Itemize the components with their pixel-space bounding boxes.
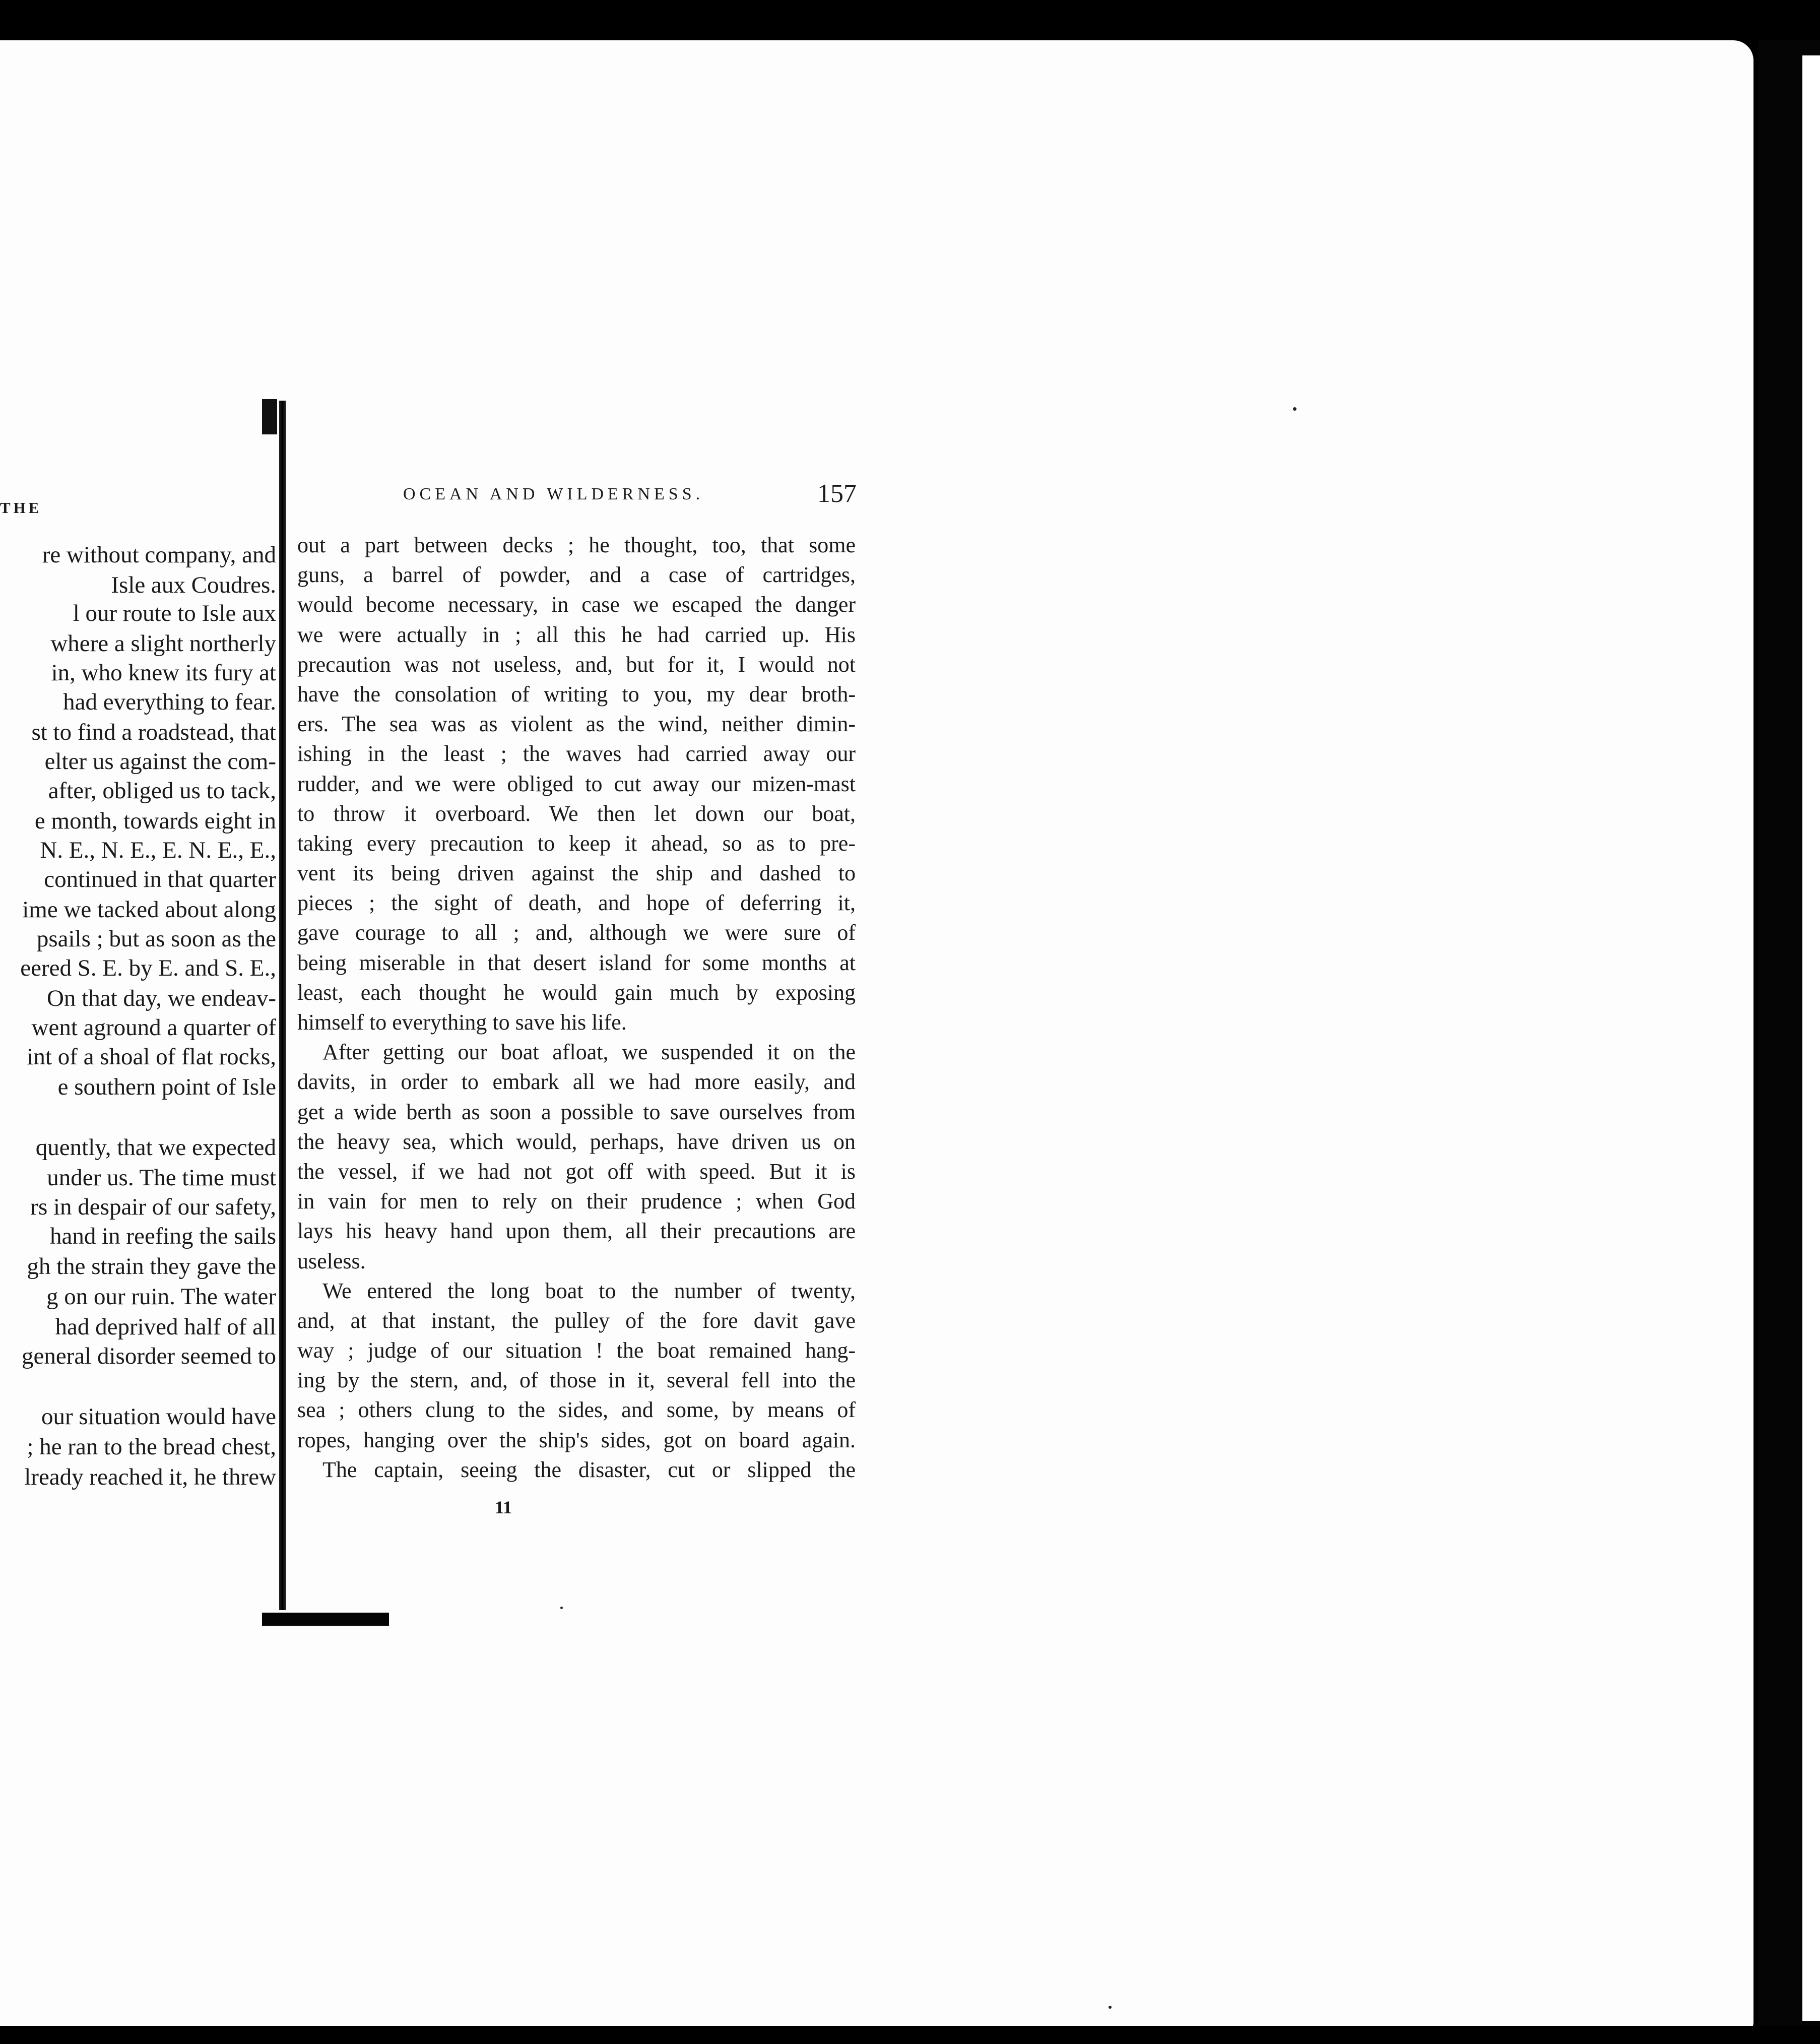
left-page-line: had deprived half of all bbox=[55, 1314, 276, 1340]
left-page-line: N. E., N. E., E. N. E., E., bbox=[40, 837, 276, 863]
left-page-line: general disorder seemed to bbox=[21, 1343, 276, 1369]
text-line: and, at that instant, the pulley of the fore davit gave bbox=[297, 1308, 856, 1333]
left-page-line: quently, that we expected bbox=[35, 1134, 276, 1161]
text-line: vent its being driven against the ship and dashed to bbox=[297, 861, 856, 886]
left-page-line: our situation would have bbox=[41, 1403, 276, 1430]
text-line: We entered the long boat to the number of twenty, bbox=[322, 1278, 856, 1303]
running-head: OCEAN AND WILDERNESS. bbox=[403, 485, 704, 503]
gutter-foot-mark bbox=[262, 1613, 389, 1626]
left-page-line: On that day, we endeav- bbox=[46, 985, 276, 1011]
text-line: in vain for men to rely on their prudence ; when God bbox=[297, 1189, 856, 1214]
left-page-line: continued in that quarter bbox=[44, 866, 276, 892]
text-line: way ; judge of our situation ! the boat remained hang- bbox=[297, 1338, 856, 1363]
left-page-line: in, who knew its fury at bbox=[51, 660, 276, 686]
text-line: The captain, seeing the disaster, cut or slipped the bbox=[322, 1457, 856, 1482]
text-line: the heavy sea, which would, perhaps, have driven us on bbox=[297, 1129, 856, 1154]
text-line: ropes, hanging over the ship's sides, got on board again. bbox=[297, 1427, 856, 1452]
left-page-line: g on our ruin. The water bbox=[46, 1284, 276, 1310]
left-page-line: elter us against the com- bbox=[44, 748, 276, 775]
page-number: 157 bbox=[817, 479, 857, 508]
left-page-line: ; he ran to the bread chest, bbox=[27, 1434, 276, 1460]
left-page-line: went aground a quarter of bbox=[31, 1014, 276, 1041]
text-line: get a wide berth as soon a possible to save ourselves from bbox=[297, 1099, 856, 1124]
speck bbox=[1109, 2006, 1112, 2009]
text-line: After getting our boat afloat, we suspended it on the bbox=[322, 1040, 856, 1065]
left-page-line: Isle aux Coudres. bbox=[111, 572, 276, 598]
left-page-line: int of a shoal of flat rocks, bbox=[27, 1044, 276, 1070]
text-line: least, each thought he would gain much by exposing bbox=[297, 980, 856, 1005]
text-line: davits, in order to embark all we had more easily, and bbox=[297, 1069, 856, 1095]
left-page-line: where a slight northerly bbox=[50, 630, 276, 657]
text-line: pieces ; the sight of death, and hope of deferring it, bbox=[297, 890, 856, 916]
text-line: ers. The sea was as violent as the wind, neither dimin- bbox=[297, 712, 856, 737]
text-line: lays his heavy hand upon them, all their precautions are bbox=[297, 1219, 856, 1244]
text-line: out a part between decks ; he thought, too, that some bbox=[297, 533, 856, 557]
left-page-line: rs in despair of our safety, bbox=[30, 1194, 276, 1220]
text-line: useless. bbox=[297, 1248, 366, 1273]
left-running-head: THE bbox=[0, 499, 42, 517]
left-page-line: e month, towards eight in bbox=[34, 808, 276, 834]
left-page-line: had everything to fear. bbox=[63, 689, 276, 715]
text-line: ing by the stern, and, of those in it, several fell into the bbox=[297, 1368, 856, 1393]
text-line: rudder, and we were obliged to cut away our mizen-mast bbox=[297, 771, 856, 796]
left-page-line: e southern point of Isle bbox=[57, 1074, 276, 1100]
right-edge-strip bbox=[1802, 55, 1820, 2021]
text-line: to throw it overboard. We then let down our boat, bbox=[297, 801, 856, 826]
gutter-line bbox=[279, 401, 286, 1610]
text-line: himself to everything to save his life. bbox=[297, 1010, 627, 1035]
text-line: taking every precaution to keep it ahead, so as to pre- bbox=[297, 831, 856, 856]
left-page-line: ime we tacked about along bbox=[22, 897, 276, 923]
left-page-line: eered S. E. by E. and S. E., bbox=[20, 955, 276, 981]
gutter-top-mark bbox=[262, 399, 277, 434]
left-page-line: gh the strain they gave the bbox=[27, 1253, 276, 1280]
left-page-line: lready reached it, he threw bbox=[24, 1464, 276, 1490]
left-page-line: after, obliged us to tack, bbox=[48, 778, 276, 804]
left-page-fragment bbox=[0, 0, 282, 2044]
left-page-line: l our route to Isle aux bbox=[73, 600, 276, 626]
speck bbox=[560, 1607, 563, 1609]
text-line: sea ; others clung to the sides, and some, by means of bbox=[297, 1397, 856, 1423]
speck bbox=[1293, 407, 1296, 411]
text-line: gave courage to all ; and, although we were sure of bbox=[297, 920, 856, 945]
text-line: the vessel, if we had not got off with speed. But it is bbox=[297, 1159, 856, 1184]
signature-mark: 11 bbox=[495, 1497, 512, 1517]
left-page-line: st to find a roadstead, that bbox=[31, 719, 276, 745]
left-page-line: psails ; but as soon as the bbox=[36, 926, 276, 952]
page-body-text bbox=[297, 530, 856, 1485]
text-line: guns, a barrel of powder, and a case of cartridges, bbox=[297, 562, 856, 588]
text-line: precaution was not useless, and, but for it, I would not bbox=[297, 652, 856, 677]
text-line: ishing in the least ; the waves had carried away our bbox=[297, 741, 856, 766]
text-line: being miserable in that desert island for some months at bbox=[297, 950, 856, 975]
text-line: have the consolation of writing to you, my dear broth- bbox=[297, 681, 856, 707]
text-line: would become necessary, in case we escaped the danger bbox=[297, 592, 856, 617]
left-page-line: hand in reefing the sails bbox=[50, 1223, 276, 1249]
text-line: we were actually in ; all this he had carried up. His bbox=[297, 622, 856, 647]
left-page-line: re without company, and bbox=[42, 542, 276, 568]
left-page-line: under us. The time must bbox=[47, 1165, 276, 1191]
